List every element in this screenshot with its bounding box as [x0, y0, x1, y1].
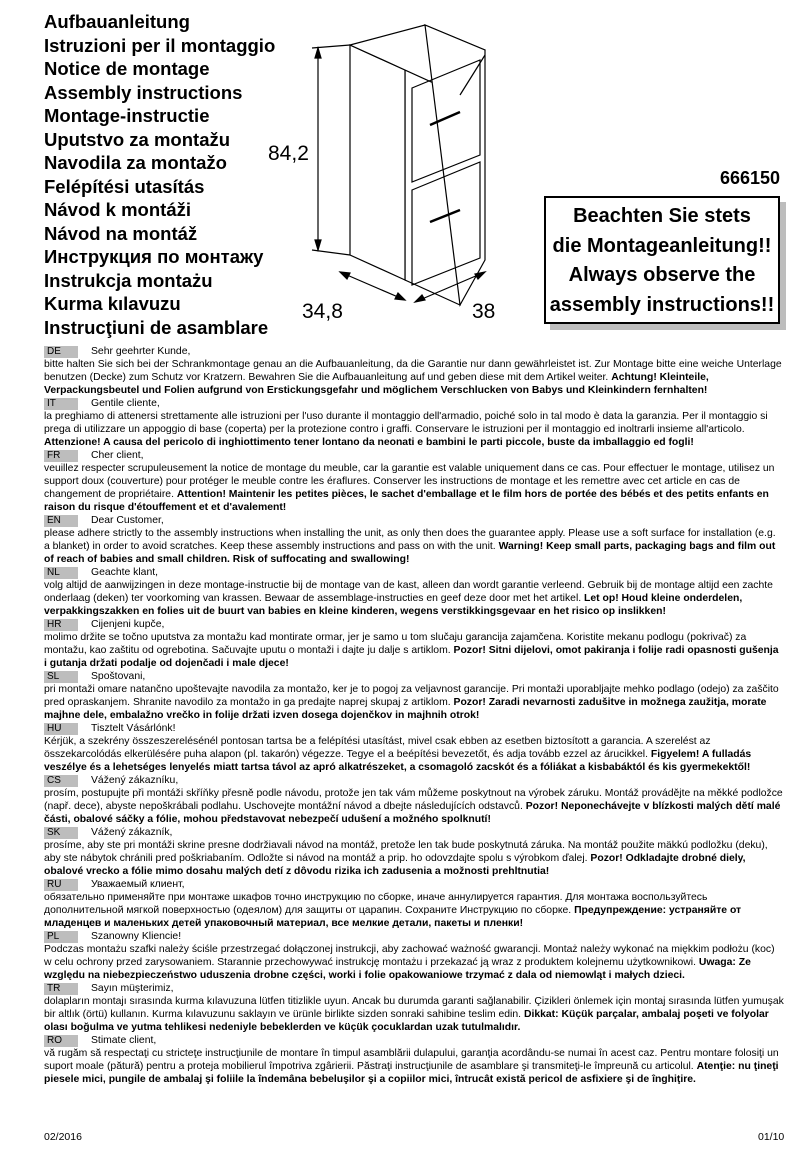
language-section-cs: [44, 774, 784, 826]
greeting: Dear Customer,: [91, 515, 164, 526]
title-line: Instrucţiuni de asamblare: [44, 316, 269, 338]
title-line: Navodila za montažo: [44, 152, 227, 173]
instruction-text: volg altijd de aanwijzingen in deze montage-instructie bij de montage van de kast, alleen dan wordt garantie verleend. Gebruik bij de montage altijd een zachte onderlaag (deken) ter voorkoming van krassen. Bewaar de assemblage-instructies en geef deze door met het artikel.: [44, 580, 773, 604]
safety-warning: Pozor! Sitni dijelovi, omot pakiranja i folije radi opasnosti gušenja i gutanja držati podalje od dojenčadi i male djece!: [44, 645, 779, 669]
instructions-body: [44, 345, 784, 1086]
language-section-de: [44, 345, 784, 397]
language-code-badge: SL: [44, 671, 78, 683]
title-line: Návod na montáž: [44, 222, 198, 244]
title-line: Notice de montage: [44, 58, 210, 79]
safety-warning: Achtung! Kleinteile, Verpackungsbeutel und Folien aufgrund von Erstickungsgefahr und möglichem Verschlucken von Babys und Kleinkindern fernhalten!: [44, 372, 709, 396]
instruction-text: bitte halten Sie sich bei der Schrankmontage genau an die Aufbauanleitung, da die Garantie nur dann gewährleistet ist. Zur Montage bitte eine weiche Unterlage benutzen (Decke) zum Schutz vor Kratzern. Bewahren Sie die Aufbauanleitung auf und geben diese mit dem Artikel weiter.: [44, 359, 782, 383]
instruction-text: обязательно применяйте при монтаже шкафов точно инструкцию по сборке, иначе аннулируется гарантия. Для монтажа воспользуйтесь дополнительной мягкой поверхностью (одеялом) для защиты от царапин. Сохраните Инструкцию по сборке.: [44, 892, 708, 916]
safety-warning: Let op! Houd kleine onderdelen, verpakkingszakken en folies uit de buurt van babies en kleine kinderen, wegens verstikkingsgevaar en het risico op inslikken!: [44, 593, 743, 617]
greeting: Szanowny Kliencie!: [91, 931, 182, 942]
greeting: Geachte klant,: [91, 567, 159, 578]
language-section-fr: [44, 449, 784, 514]
safety-warning: Uwaga: Ze względu na niebezpieczeństwo uduszenia drobne części, worki i folie opakowaniowe trzymać z dala od niemowląt i małych dzieci.: [44, 957, 751, 981]
safety-warning: Attenzione! A causa del pericolo di inghiottimento tener lontano da neonati e bambini le parti piccole, buste da imballaggio ed fogli!: [44, 437, 694, 448]
instruction-text: Podczas montażu szafki należy ściśle przestrzegać dołączonej instrukcji, aby zachować ważność gwarancji. Montaż należy wykonać na miękkim podłożu (koc) w celu ochrony przed zarysowaniem. Starannie przechowywać instrukcję montażu i przekazać ją wraz z produktem kolejnemu użytkownikowi.: [44, 944, 775, 968]
notice-line: die Montageanleitung!!: [552, 234, 772, 257]
title-line: Kurma kılavuzu: [44, 293, 181, 314]
safety-warning: Atenţie: nu ţineţi piesele mici, pungile de ambalaj şi foliile la îndemâna bebeluşilor şi a copiilor mici, întrucât există pericol de asfixiere şi de înghiţire.: [44, 1061, 779, 1085]
safety-warning: Предупреждение: устраняйте от младенцев и маленьких детей упаковочный материал, все мелкие детали, пакеты и пленки!: [44, 905, 742, 929]
language-code-badge: HU: [44, 723, 78, 735]
safety-warning: Warning! Keep small parts, packaging bags and film out of reach of babies and small children. Risk of suffocating and swallowing!: [44, 541, 776, 565]
greeting: Vážený zákazníku,: [91, 775, 179, 786]
notice-line: Beachten Sie stets: [573, 205, 751, 227]
title-line: Aufbauanleitung: [44, 11, 190, 32]
greeting: Sayın müşterimiz,: [91, 983, 174, 994]
dimension-width: 34,8: [302, 300, 343, 323]
safety-warning: Pozor! Neponechávejte v blízkosti malých dětí malé části, obalové sáčky a fólie, mohou představovat nebezpečí udušení a možného spolknutí!: [44, 801, 781, 825]
instruction-text: prosím, postupujte při montáži skříňky přesně podle návodu, protože jen tak vám můžeme poskytnout na výrobek záruku. Montáž provádějte na měkké podložce (např. dece), abyste nepoškrábali podlahu. Uschovejte montážní návod a dbejte následujících odstavců.: [44, 788, 783, 812]
footer-date: 02/2016: [44, 1131, 82, 1143]
greeting: Cher client,: [91, 450, 144, 461]
greeting: Уважаемый клиент,: [91, 879, 185, 890]
language-code-badge: FR: [44, 450, 78, 462]
greeting: Sehr geehrter Kunde,: [91, 346, 191, 357]
instruction-text: veuillez respecter scrupuleusement la notice de montage du meuble, car la garantie est valable uniquement dans ce cas. Pour effectuer le montage, utilisez un support doux (couverture) pour protéger le meuble contre les éraflures. Conserver les instructions de montage et les remettre avec cet article en cas de changement de propriétaire.: [44, 463, 775, 500]
cabinet-drawing: [300, 10, 500, 330]
title-line: Instrukcja montażu: [44, 269, 213, 291]
language-section-ro: [44, 1034, 784, 1086]
cabinet-side: [350, 45, 405, 280]
title-line: Montage-instructie: [44, 105, 210, 126]
greeting: Stimate client,: [91, 1035, 157, 1046]
instruction-text: la preghiamo di attenersi strettamente alle istruzioni per l'uso durante il montaggio dell'armadio, poiché solo in tal modo è data la garanzia. Per il montaggio si prega di utilizzare un appoggio di base (coperta) per la protezione contro i graffi. Conservare le istruzioni per il montaggio ed inoltrarli insieme all'articolo.: [44, 411, 768, 435]
title-line: Assembly instructions: [44, 81, 243, 103]
instruction-text: molimo držite se točno uputstva za montažu kad montirate ormar, jer je samo u tom slučaju garancija zajamčena. Koristite mekanu podlogu (pokrivač) za montažu, kao zaštitu od ogrebotina. Sačuvajte uputu o montaži i dajte ju dalje s artiklom.: [44, 632, 747, 656]
dimension-height: 84,2: [268, 142, 309, 165]
language-section-hr: [44, 618, 784, 670]
language-code-badge: HR: [44, 619, 78, 631]
safety-warning: Figyelem! A fulladás veszélye és a lehetséges lenyelés miatt tartsa távol az apró alkatrészeket, a csomagoló zacskót és a fóliákat a kisbabáktól és kis gyermekektől!: [44, 749, 752, 773]
instruction-text: please adhere strictly to the assembly instructions when installing the unit, as only then does the guarantee apply. Please use a soft surface for installation (e.g. a blanket) in order to avoid scratches. Keep these assembly instructions and pass on with the unit.: [44, 528, 776, 552]
language-section-hu: [44, 722, 784, 774]
language-code-badge: SK: [44, 827, 78, 839]
instruction-text: prosíme, aby ste pri montáži skrine presne dodržiavali návod na montáž, pretože len tak bude poskytnutá záruka. Na montáž použite mäkkú podložku (deku), aby ste nábytok chránili pred poškriabaním. Odložte si návod na montáž a prip. ho odovzdajte spolu s výrobkom ďalej.: [44, 840, 768, 864]
greeting: Tisztelt Vásárlónk!: [91, 723, 176, 734]
language-section-it: [44, 397, 784, 449]
language-code-badge: EN: [44, 515, 78, 527]
greeting: Cijenjeni kupče,: [91, 619, 165, 630]
language-section-sk: [44, 826, 784, 878]
greeting: Spoštovani,: [91, 671, 146, 682]
language-code-badge: TR: [44, 983, 78, 995]
language-section-nl: [44, 566, 784, 618]
language-code-badge: IT: [44, 398, 78, 410]
safety-warning: Dikkat: Küçük parçalar, ambalaj poşeti ve folyolar olası boğulma ve yutma tehlikesi nedeniyle bebeklerden ve küçük çocuklardan uzak tutulmalıdır.: [44, 1009, 769, 1033]
language-code-badge: RO: [44, 1035, 78, 1047]
notice-box: [544, 196, 780, 324]
instruction-text: Kérjük, a szekrény összeszerelésénél pontosan tartsa be a felépítési utasítást, mivel csak ebben az esetben biztosított a garancia. A szerelést az összekarcolódás elkerülésére puha alapon (pl. takarón) végezze. Tegye el a beépítési bevezetőt, és adja tovább ezzel az árucikkel.: [44, 736, 711, 760]
language-section-tr: [44, 982, 784, 1034]
safety-warning: Pozor! Zaradi nevarnosti zadušitve in možnega zaužitja, morate majhne dele, embalažno vrečko in folije držati izven dosega dojenčkov in majhnih otrok!: [44, 697, 767, 721]
title-line: Felépítési utasítás: [44, 175, 205, 197]
title-line: Инструкция по монтажу: [44, 246, 264, 267]
language-code-badge: CS: [44, 775, 78, 787]
instruction-text: pri montaži omare natančno upoštevajte navodila za montažo, ker je to pogoj za veljavnost garancije. Pri montaži uporabljajte mehko podlago (odejo) za zaščito pred opraskanjem. Shranite navodilo za montažo in ga predajte naprej skupaj z artiklom.: [44, 684, 779, 708]
greeting: Gentile cliente,: [91, 398, 160, 409]
title-line: Návod k montáži: [44, 199, 191, 220]
dimension-depth: 38: [472, 300, 496, 323]
title-line: Uputstvo za montažu: [44, 128, 231, 150]
footer-page-number: 01/10: [758, 1131, 785, 1143]
title-list: [44, 10, 294, 339]
language-section-sl: [44, 670, 784, 722]
language-section-en: [44, 514, 784, 566]
language-code-badge: RU: [44, 879, 78, 891]
language-code-badge: NL: [44, 567, 78, 579]
notice-line: assembly instructions!!: [549, 293, 775, 316]
safety-warning: Pozor! Odkladajte drobné diely, obalové vrecko a fólie mimo dosahu malých detí z dôvodu rizika ich zadusenia a možnosti prehltnutia!: [44, 853, 746, 877]
title-line: Istruzioni per il montaggio: [44, 34, 276, 56]
safety-warning: Attention! Maintenir les petites pièces, le sachet d'emballage et le film hors de portée des bébés et des petits enfants en raison du risque d'étouffement et et d'avalement!: [44, 489, 769, 513]
greeting: Vážený zákazník,: [91, 827, 173, 838]
notice-line: Always observe the: [568, 264, 756, 286]
instruction-text: dolapların montajı sırasında kurma kılavuzuna lütfen titizlikle uyun. Ancak bu durumda garanti sağlanabilir. Çizikleri önlemek için montaj sırasında lütfen yumuşak bir altlık (örtü) kullanın. Kurma kılavuzunu saklayın ve ürünle birlikte sizden sonraki sahibine teslim edin.: [44, 996, 784, 1020]
language-section-pl: [44, 930, 784, 982]
language-section-ru: [44, 878, 784, 930]
instruction-text: vă rugăm să respectaţi cu stricteţe instrucţiunile de montare în timpul asamblării dulapului, garanţia acordându-se numai în acest caz. Pentru montare folosiţi un suport moale (pătură) pentru a proteja mobilierul împotriva zgârierii. Păstraţi instrucţiunile de asamblare şi transmiteţi-le împreună cu articolul.: [44, 1048, 779, 1072]
language-code-badge: PL: [44, 931, 78, 943]
language-code-badge: DE: [44, 346, 78, 358]
article-number: 666150: [720, 168, 781, 188]
